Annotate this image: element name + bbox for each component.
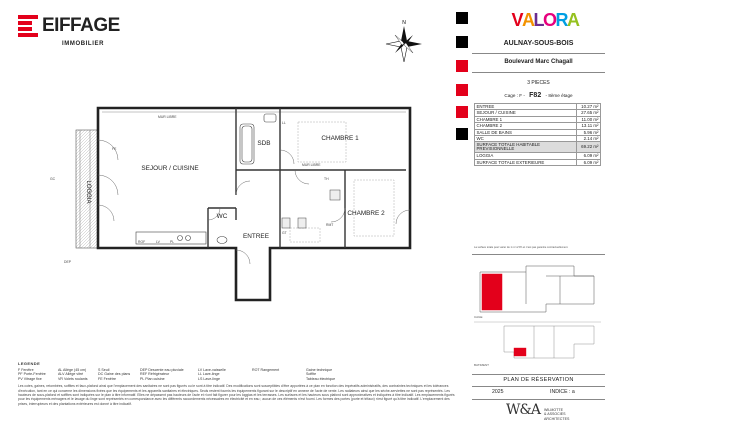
plan-label-rof: ROF bbox=[138, 240, 146, 244]
surface-label: SEJOUR / CUISINE bbox=[475, 110, 577, 116]
legend-grid bbox=[18, 368, 463, 382]
plan-label-gt: GT bbox=[282, 231, 287, 235]
room-label-sejour: SEJOUR / CUISINE bbox=[141, 165, 199, 172]
legend-item: AL Allège (45 cm) bbox=[58, 367, 87, 372]
legend bbox=[18, 362, 463, 406]
legend-item: REF Réfrigérateur bbox=[140, 372, 170, 377]
program-logo-letter: A bbox=[567, 10, 579, 30]
plan-label-ll: LL bbox=[282, 121, 286, 125]
legend-item: LL Lave-linge bbox=[198, 372, 220, 377]
key-plan-building-label: BATIMENT bbox=[474, 363, 489, 367]
total-habitable-label: SURFACE TOTALE HABITABLE PREVISIONNELLE bbox=[475, 142, 577, 153]
legend-item: PF Porte-Fenêtre bbox=[18, 372, 46, 377]
surface-label: CHAMBRE 2 bbox=[475, 123, 577, 129]
cage-value: F bbox=[519, 93, 523, 98]
total-habitable-row bbox=[475, 142, 601, 153]
room-label-sdb: SDB bbox=[257, 140, 271, 147]
meta-row bbox=[472, 387, 605, 399]
rooms-count: 3 PIECES bbox=[527, 80, 550, 86]
surface-value: 10.27 m² bbox=[577, 104, 601, 110]
bathtub-icon bbox=[240, 124, 254, 164]
toilet-icon bbox=[217, 237, 227, 244]
legend-item bbox=[252, 377, 304, 382]
plan-year: 2025 bbox=[492, 389, 504, 395]
lot-number: F82 bbox=[529, 92, 542, 99]
cage-line: Cage : F - F82 - 8ème étage bbox=[504, 92, 573, 99]
street-name: Boulevard Marc Chagall bbox=[504, 59, 573, 65]
eiffage-logo bbox=[18, 14, 128, 48]
floor-level: 8ème étage bbox=[548, 93, 573, 98]
surface-value: 5.96 m² bbox=[577, 129, 601, 135]
total-exterieure-value: 6.09 m² bbox=[577, 159, 601, 165]
room-label-chambre2: CHAMBRE 2 bbox=[347, 210, 385, 217]
architect-name-line: ARCHITECTES bbox=[544, 416, 570, 421]
room-label-chambre1: CHAMBRE 1 bbox=[321, 135, 359, 142]
brand-name: EIFFAGE bbox=[42, 15, 120, 36]
divider bbox=[472, 254, 605, 255]
plan-index: INDICE : a bbox=[550, 389, 575, 395]
legend-item: S Seuil bbox=[98, 367, 110, 372]
architect-name-line: & ASSOCIES bbox=[544, 412, 566, 417]
plan-label-gc: GC bbox=[50, 177, 56, 181]
legend-item: LS Lave-linge bbox=[198, 376, 220, 381]
program-logo-letter: L bbox=[533, 10, 543, 30]
key-plan-cage-label: CAGE bbox=[474, 315, 483, 319]
legend-item: Gaine technique bbox=[306, 367, 333, 372]
compass-rose-icon bbox=[384, 18, 424, 64]
surface-value: 2.14 m² bbox=[577, 136, 601, 142]
city-name: AULNAY-SOUS-BOIS bbox=[503, 40, 574, 47]
surface-value: 13.11 m² bbox=[577, 123, 601, 129]
plan-label-fe: FE bbox=[112, 147, 117, 151]
legend-notes: Les cotes, gaines, retombées, soffites et faux-plafond ainsi que l'emplacement des sanitaires ne sont pas figurés ou le sont à titre indicatif. Des modifications sont susceptibles d'être apportées à ce plan en fonction des impératifs administratifs, des contraintes techniques et les tolérances d'exécution, tant en ce qui concerne les dimensions fixées que les équipements et les appareils sanitaires et électriques. Seuls restent fournis les équipements figurant sur le descriptif en annexe de l'acte de vente. Les radiateurs ainsi que les sèche-serviettes ne sont pas représentés. Les hauteurs de sous-plafond et soffites sont indiquées sur le plan à titre informatif. Elles ne dépassent pas hauteurs de l'acte et n'ont fait figurer pour les loggias et les terrasses. Les surfaces et les hauteurs sous plafond sont approximatives et indiquées à titre indicatif. Les emplacements figurés pour les équipements ménagers et le lavage du linge sont représentés en correspondance avec les différents raccordements nécessaires en électricité et en eau ; aucun de ces éléments n'est fourni. Les formes des portes (porte et trifaux) n'est figuré qu'à titre indicatif. L'emplacement des prises, interrupteurs et des plantations extérieures est donné à titre indicatif. bbox=[18, 384, 455, 406]
key-plan-building bbox=[504, 326, 594, 358]
surface-label: ENTREE bbox=[475, 104, 577, 110]
legend-item: ALV Allège vitré bbox=[58, 372, 84, 377]
architect-monogram: W&A bbox=[506, 402, 540, 418]
legend-item: FE Fenêtre bbox=[98, 376, 116, 381]
plan-label-pl: PL bbox=[170, 240, 175, 244]
program-logo-letter: O bbox=[543, 10, 556, 30]
program-logo-letter: R bbox=[555, 10, 568, 30]
surface-note: La surface totale peut varier de 1 m² à 5% et n'est pas garantie contractuellement. bbox=[474, 246, 569, 249]
brand-subtitle: IMMOBILIER bbox=[62, 41, 104, 47]
key-plan bbox=[474, 262, 601, 370]
surface-label: WC bbox=[475, 136, 577, 142]
legend-item: VR Volets roulants bbox=[58, 376, 88, 381]
total-exterieure-row bbox=[475, 159, 601, 165]
loggia-value: 6.09 m² bbox=[577, 153, 601, 159]
surface-label: CHAMBRE 1 bbox=[475, 116, 577, 122]
legend-item: ROT Rangement bbox=[252, 367, 280, 372]
sink-icon bbox=[264, 114, 276, 122]
eiffage-mark-icon bbox=[18, 15, 38, 37]
legend-item: LV Lave-vaisselle bbox=[198, 367, 226, 372]
divider bbox=[472, 374, 605, 375]
surface-value: 27.65 m² bbox=[577, 110, 601, 116]
legend-item: Tableau électrique bbox=[306, 376, 336, 381]
architect-name-line: WILMOTTE bbox=[544, 408, 563, 412]
key-plan-cage bbox=[480, 266, 594, 312]
legend-item: DEP Descente eau pluviale bbox=[140, 367, 184, 372]
legend-item: DC Gaine des plans bbox=[98, 372, 131, 377]
loggia-label: LOGGIA bbox=[475, 153, 577, 159]
legend-item: F Fenêtre bbox=[18, 367, 34, 372]
surface-value: 11.00 m² bbox=[577, 116, 601, 122]
architect-name bbox=[544, 408, 569, 421]
divider bbox=[472, 53, 605, 54]
surface-label: SALLE DE BAINS bbox=[475, 129, 577, 135]
floor-plan bbox=[40, 100, 460, 310]
plan-label-dep: DEP bbox=[64, 260, 71, 264]
legend-item: PL Plan cuisine bbox=[140, 376, 165, 381]
plan-label-th: TH bbox=[324, 177, 329, 181]
cage-label: Cage : bbox=[504, 93, 518, 98]
room-label-entree: ENTREE bbox=[243, 233, 269, 240]
divider bbox=[472, 399, 605, 400]
plan-label-rmt: RMT bbox=[326, 223, 334, 227]
legend-title: LEGENDE bbox=[18, 361, 41, 366]
interior-walls bbox=[208, 108, 406, 248]
total-habitable-value: 69.22 m² bbox=[577, 142, 601, 153]
plan-label-mur-libre-1: MUR LIBRE bbox=[158, 115, 177, 119]
program-logo bbox=[505, 10, 585, 30]
divider bbox=[472, 72, 605, 73]
plan-label-lv: LV bbox=[156, 240, 160, 244]
compass-north-label: N bbox=[402, 20, 406, 26]
total-exterieure-label: SURFACE TOTALE EXTERIEURE bbox=[475, 159, 577, 165]
plan-title: PLAN DE RÉSERVATION bbox=[503, 377, 574, 383]
architect-logo bbox=[500, 402, 590, 424]
program-logo-letter: A bbox=[522, 10, 534, 30]
room-label-wc: WC bbox=[216, 213, 228, 220]
program-logo-letter: V bbox=[511, 10, 522, 30]
room-label-loggia: LOGGIA bbox=[85, 180, 91, 204]
surfaces-table bbox=[474, 103, 601, 166]
legend-item: Soffite bbox=[306, 372, 317, 377]
plan-label-mur-libre-2: MUR LIBRE bbox=[302, 163, 321, 167]
legend-item: PV Vitrage fixe bbox=[18, 376, 42, 381]
